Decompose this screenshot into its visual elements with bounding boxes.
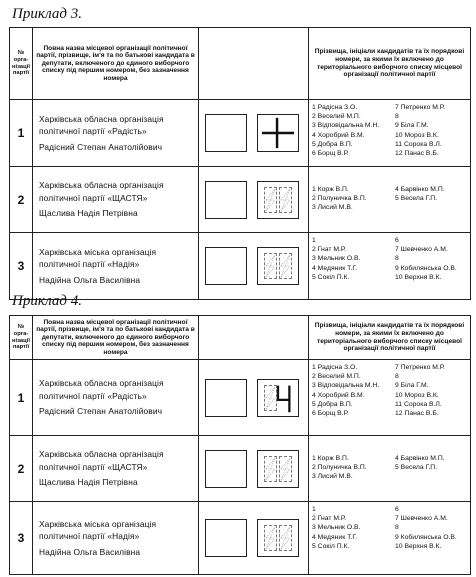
digit-cell[interactable] — [279, 187, 292, 213]
candidate-entry: 8 — [395, 255, 399, 263]
party-number: 2 — [10, 167, 33, 233]
candidate-entry: 4 Хоробрий В.М. — [312, 391, 365, 399]
party-name: Харківська обласна організація політичної партії «Радість» — [39, 378, 164, 401]
party-name: Харківська міська організація політичної партії «Надія» — [39, 246, 157, 270]
candidate-entry: 9 Біла Г.М. — [395, 382, 429, 390]
party-name: Харківська обласна організація політичної партії «ЩАСТЯ» — [39, 180, 164, 203]
candidate-entry: 6 Борщ В.Р. — [312, 409, 349, 417]
candidate-entry: 9 Кобилянська О.В. — [395, 533, 457, 541]
candidate-entry: 2 Гнат М.Р. — [312, 515, 347, 523]
candidate-number-box[interactable] — [257, 181, 299, 219]
party-vote-box[interactable] — [205, 450, 247, 488]
candidate-entry: 5 Сокіл П.К. — [312, 542, 350, 550]
party-row — [10, 233, 471, 300]
candidate-number-box[interactable] — [257, 114, 299, 152]
digit-cell[interactable] — [279, 456, 292, 482]
candidate-entry: 11 Сорока В.Л. — [395, 400, 442, 408]
party-vote-box[interactable] — [205, 519, 247, 557]
candidate-entry: 9 Біла Г.М. — [395, 122, 429, 130]
party-cell — [33, 167, 199, 233]
candidate-entry: 4 Медяник Т.Г. — [312, 533, 358, 541]
party-cell — [33, 436, 199, 502]
candidate-entry: 2 Полуничка В.П. — [312, 195, 367, 203]
candidate-entry: 3 Відповідальна М.Н. — [312, 122, 380, 130]
party-vote-box[interactable] — [205, 247, 247, 285]
candidate-number-box[interactable] — [257, 450, 299, 488]
party-row — [10, 100, 471, 167]
candidate-entry: 5 Весела Г.П. — [395, 195, 438, 203]
candidates-column — [395, 103, 445, 158]
party-vote-box[interactable] — [205, 181, 247, 219]
header-number: № орга-нізації партії — [10, 316, 33, 360]
candidate-entry: 7 Петренко М.Р. — [395, 104, 445, 111]
candidates-cell — [309, 502, 471, 575]
digit-cell[interactable] — [264, 525, 277, 551]
party-number: 3 — [10, 233, 33, 300]
party-number: 2 — [10, 436, 33, 502]
candidate-entry: 9 Кобилянська О.В. — [395, 264, 457, 272]
party-row — [10, 167, 471, 233]
candidate-entry: 7 Шевченко А.М. — [395, 515, 448, 523]
header-mark-area — [199, 28, 309, 100]
candidate-entry: 7 Петренко М.Р. — [395, 364, 445, 371]
candidate-entry: 5 Добра В.П. — [312, 400, 353, 408]
candidates-column — [312, 185, 367, 213]
candidate-number-box[interactable] — [257, 379, 299, 417]
ballot-table — [9, 27, 471, 300]
party-number: 1 — [10, 100, 33, 167]
party-row — [10, 502, 471, 575]
candidate-entry: 1 Радісна З.О. — [312, 364, 358, 371]
candidate-entry: 1 Корж В.П. — [312, 186, 349, 193]
party-cell — [33, 360, 199, 436]
party-cell — [33, 100, 199, 167]
header-candidates: Прізвища, ініціали кандидатів та їх порядкові номери, за якими їх включено до територіального виборчого списку місцевої організації політичної партії — [309, 28, 471, 100]
candidate-entry: 4 Медяник Т.Г. — [312, 264, 358, 272]
candidates-column — [395, 363, 445, 418]
candidates-cell — [309, 100, 471, 167]
mark-area — [199, 167, 309, 233]
mark-area — [199, 436, 309, 502]
candidates-column — [312, 454, 367, 482]
candidates-column — [312, 363, 379, 418]
candidate-entry: 2 Веселий М.П. — [312, 113, 361, 121]
candidate-entry: 3 Лисий М.В. — [312, 204, 353, 212]
party-cell — [33, 502, 199, 575]
candidates-column — [312, 505, 360, 551]
party-name: Харківська міська організація політичної партії «Надія» — [39, 518, 157, 542]
header-mark-area — [199, 316, 309, 360]
mark-area — [199, 502, 309, 575]
party-number: 1 — [10, 360, 33, 436]
mark-area — [199, 360, 309, 436]
digit-cell[interactable] — [264, 253, 277, 279]
mark-area — [199, 233, 309, 300]
candidate-entry: 1 Корж В.П. — [312, 455, 349, 462]
candidates-column — [395, 454, 445, 472]
candidate-entry: 8 — [395, 373, 399, 381]
party-vote-box[interactable] — [205, 379, 247, 417]
candidates-cell — [309, 167, 471, 233]
candidate-entry: 4 Хоробрий В.М. — [312, 131, 365, 139]
party-leader: Радісний Степан Анатолійович — [39, 406, 163, 417]
candidates-cell — [309, 436, 471, 502]
party-leader: Надійна Ольга Василівна — [39, 546, 141, 557]
digit-cell[interactable] — [264, 187, 277, 213]
party-leader: Щаслива Надія Петрівна — [39, 477, 138, 488]
example-title: Приклад 3. — [12, 6, 82, 22]
candidate-entry: 1 Радісна З.О. — [312, 104, 358, 111]
candidate-entry: 11 Сорока В.Л. — [395, 140, 442, 148]
candidate-number-box[interactable] — [257, 247, 299, 285]
party-leader: Надійна Ольга Василівна — [39, 274, 141, 285]
candidate-number-box[interactable] — [257, 519, 299, 557]
party-name: Харківська обласна організація політичної партії «ЩАСТЯ» — [39, 449, 164, 472]
party-row — [10, 436, 471, 502]
party-number: 3 — [10, 502, 33, 575]
candidate-entry: 8 — [395, 113, 399, 121]
candidate-entry: 1 — [312, 506, 316, 513]
candidate-entry: 10 Верхня В.К. — [395, 542, 442, 550]
candidate-entry: 5 Сокіл П.К. — [312, 273, 350, 281]
candidate-entry: 10 Верхня В.К. — [395, 273, 442, 281]
candidate-entry: 6 — [395, 506, 399, 513]
digit-cell[interactable] — [279, 253, 292, 279]
party-vote-box[interactable] — [205, 114, 247, 152]
candidate-entry: 8 — [395, 524, 399, 532]
header-candidates: Прізвища, ініціали кандидатів та їх порядкові номери, за якими їх включено до територіального виборчого списку місцевої організації політичної партії — [309, 316, 471, 360]
candidate-entry: 5 Добра В.П. — [312, 140, 353, 148]
candidate-entry: 5 Весела Г.П. — [395, 464, 438, 472]
candidate-entry: 2 Веселий М.П. — [312, 373, 361, 381]
candidates-column — [395, 185, 445, 203]
candidate-entry: 4 Барвінко М.П. — [395, 186, 445, 193]
candidate-entry: 6 Борщ В.Р. — [312, 149, 349, 157]
candidate-entry: 1 — [312, 237, 316, 244]
party-leader: Радісний Степан Анатолійович — [39, 141, 163, 152]
candidate-entry: 2 Полуничка В.П. — [312, 464, 367, 472]
candidates-cell — [309, 233, 471, 300]
ballot-table — [9, 315, 471, 575]
candidate-entry: 10 Мороз В.К. — [395, 391, 439, 399]
candidate-entry: 10 Мороз В.К. — [395, 131, 439, 139]
mark-area — [199, 100, 309, 167]
digit-cell[interactable] — [279, 525, 292, 551]
candidates-column — [312, 103, 379, 158]
party-row — [10, 360, 471, 436]
candidate-entry: 12 Панас В.Б. — [395, 409, 439, 417]
candidate-entry: 3 Відповідальна М.Н. — [312, 382, 380, 390]
candidates-column — [312, 236, 360, 282]
header-party: Повна назва місцевої організації політичної партії, прізвище, ім'я та по батькові кандидата в депутати, включеного до єдиного виборчого списку під першим номером, без зазначення номера — [33, 28, 199, 100]
candidate-entry: 3 Мельник О.В. — [312, 524, 361, 532]
candidate-entry: 3 Мельник О.В. — [312, 255, 361, 263]
digit-four-mark-icon — [258, 380, 298, 416]
candidate-entry: 12 Панас В.Б. — [395, 149, 439, 157]
cross-mark-icon — [258, 115, 298, 151]
candidate-entry: 6 — [395, 237, 399, 244]
candidates-column — [395, 236, 457, 282]
header-party: Повна назва місцевої організації політичної партії, прізвище, ім'я та по батькові кандидата в депутати, включеного до єдиного виборчого списку під першим номером, без зазначення номера — [33, 316, 199, 360]
party-leader: Щаслива Надія Петрівна — [39, 208, 138, 219]
digit-cell[interactable] — [264, 456, 277, 482]
candidate-entry: 4 Барвінко М.П. — [395, 455, 445, 462]
party-name: Харківська обласна організація політичної партії «Радість» — [39, 113, 164, 137]
party-cell — [33, 233, 199, 300]
candidate-entry: 7 Шевченко А.М. — [395, 246, 448, 254]
header-number: № орга-нізації партії — [10, 28, 33, 100]
candidates-column — [395, 505, 457, 551]
candidate-entry: 3 Лисий М.В. — [312, 473, 353, 481]
candidates-cell — [309, 360, 471, 436]
candidate-entry: 2 Гнат М.Р. — [312, 246, 347, 254]
example-title: Приклад 4. — [12, 293, 82, 309]
